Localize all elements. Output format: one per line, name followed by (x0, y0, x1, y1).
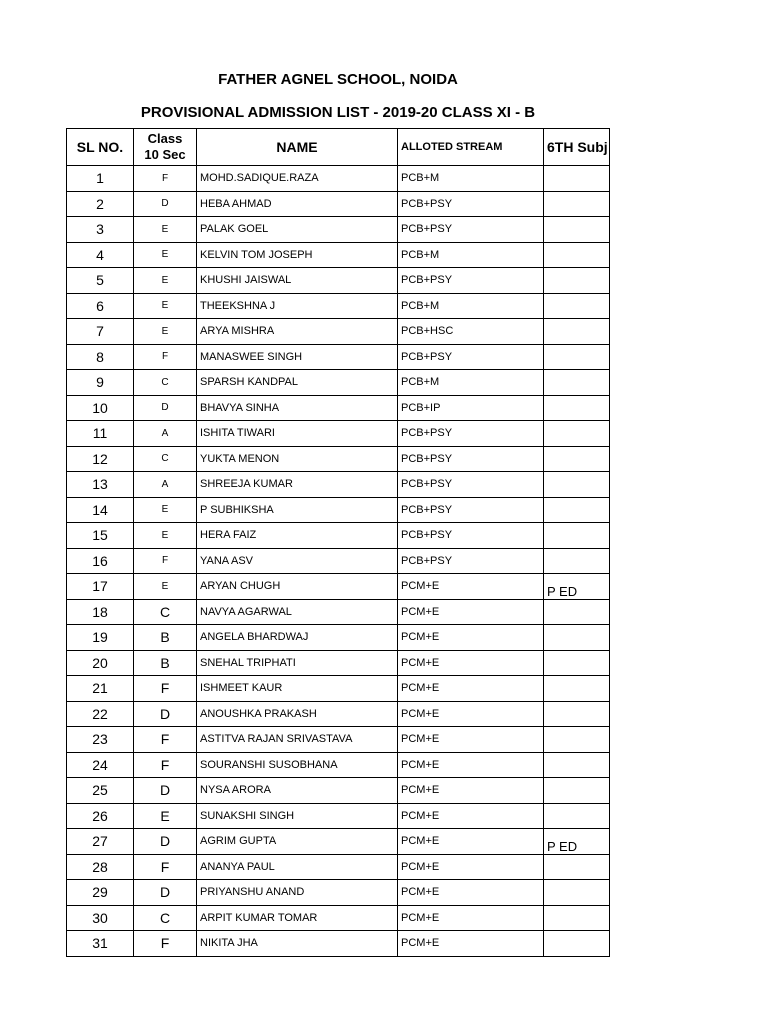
class-sec-cell: A (134, 472, 197, 498)
stream-cell: PCB+PSY (398, 472, 544, 498)
name-cell: ISHMEET KAUR (197, 676, 398, 702)
table-row (67, 854, 610, 880)
sixth-subject-cell (544, 854, 610, 880)
table-row (67, 931, 610, 957)
header-class-sec (134, 129, 197, 166)
name-cell: ARYA MISHRA (197, 319, 398, 345)
table-row (67, 497, 610, 523)
stream-cell: PCB+PSY (398, 446, 544, 472)
class-sec-cell: E (134, 523, 197, 549)
table-row (67, 880, 610, 906)
class-sec-cell: D (134, 701, 197, 727)
header-name: NAME (197, 129, 398, 166)
list-title: PROVISIONAL ADMISSION LIST - 2019-20 CLASS XI - B (140, 104, 536, 121)
stream-cell: PCM+E (398, 727, 544, 753)
header-row (67, 129, 610, 166)
sl-no-cell: 5 (67, 268, 134, 294)
sl-no-cell: 26 (67, 803, 134, 829)
table-row (67, 523, 610, 549)
table-row (67, 370, 610, 396)
table-row (67, 752, 610, 778)
class-sec-cell: E (134, 803, 197, 829)
name-cell: ANGELA BHARDWAJ (197, 625, 398, 651)
sl-no-cell: 1 (67, 166, 134, 192)
table-row (67, 574, 610, 600)
table-row (67, 650, 610, 676)
name-cell: KELVIN TOM JOSEPH (197, 242, 398, 268)
sixth-subject-cell (544, 599, 610, 625)
name-cell: YANA ASV (197, 548, 398, 574)
header-class-sec-line2: 10 Sec (144, 147, 186, 162)
stream-cell: PCB+IP (398, 395, 544, 421)
sl-no-cell: 20 (67, 650, 134, 676)
class-sec-cell: F (134, 676, 197, 702)
sl-no-cell: 18 (67, 599, 134, 625)
sl-no-cell: 27 (67, 829, 134, 855)
name-cell: SNEHAL TRIPHATI (197, 650, 398, 676)
sixth-subject-cell (544, 319, 610, 345)
name-cell: PRIYANSHU ANAND (197, 880, 398, 906)
stream-cell: PCM+E (398, 752, 544, 778)
sl-no-cell: 19 (67, 625, 134, 651)
table-row (67, 803, 610, 829)
class-sec-cell: E (134, 242, 197, 268)
name-cell: AGRIM GUPTA (197, 829, 398, 855)
table-row (67, 319, 610, 345)
header-sixth-subject: 6TH Subj (544, 129, 610, 166)
sixth-subject-cell (544, 548, 610, 574)
class-sec-cell: C (134, 905, 197, 931)
sl-no-cell: 11 (67, 421, 134, 447)
sl-no-cell: 23 (67, 727, 134, 753)
sl-no-cell: 30 (67, 905, 134, 931)
stream-cell: PCM+E (398, 599, 544, 625)
sixth-subject-cell (544, 217, 610, 243)
class-sec-cell: F (134, 166, 197, 192)
table-row (67, 599, 610, 625)
stream-cell: PCM+E (398, 574, 544, 600)
sixth-subject-cell (544, 803, 610, 829)
table-row (67, 727, 610, 753)
sixth-subject-cell (544, 650, 610, 676)
sl-no-cell: 31 (67, 931, 134, 957)
stream-cell: PCB+PSY (398, 217, 544, 243)
class-sec-cell: F (134, 752, 197, 778)
class-sec-cell: D (134, 191, 197, 217)
header-sl-no: SL NO. (67, 129, 134, 166)
table-row (67, 472, 610, 498)
sl-no-cell: 3 (67, 217, 134, 243)
stream-cell: PCB+PSY (398, 497, 544, 523)
class-sec-cell: C (134, 599, 197, 625)
stream-cell: PCB+PSY (398, 523, 544, 549)
stream-cell: PCM+E (398, 829, 544, 855)
class-sec-cell: E (134, 319, 197, 345)
stream-cell: PCM+E (398, 778, 544, 804)
table-row (67, 268, 610, 294)
table-row (67, 701, 610, 727)
name-cell: ANOUSHKA PRAKASH (197, 701, 398, 727)
sl-no-cell: 13 (67, 472, 134, 498)
class-sec-cell: E (134, 293, 197, 319)
name-cell: SOURANSHI SUSOBHANA (197, 752, 398, 778)
stream-cell: PCM+E (398, 676, 544, 702)
sl-no-cell: 24 (67, 752, 134, 778)
sixth-subject-cell (544, 676, 610, 702)
name-cell: THEEKSHNA J (197, 293, 398, 319)
sl-no-cell: 14 (67, 497, 134, 523)
sl-no-cell: 9 (67, 370, 134, 396)
sixth-subject-cell: P ED (544, 574, 610, 600)
class-sec-cell: F (134, 548, 197, 574)
stream-cell: PCM+E (398, 650, 544, 676)
class-sec-cell: F (134, 727, 197, 753)
sixth-subject-cell (544, 625, 610, 651)
stream-cell: PCB+M (398, 370, 544, 396)
class-sec-cell: F (134, 344, 197, 370)
name-cell: NYSA ARORA (197, 778, 398, 804)
name-cell: ARPIT KUMAR TOMAR (197, 905, 398, 931)
table-row (67, 293, 610, 319)
sixth-subject-cell (544, 472, 610, 498)
name-cell: ASTITVA RAJAN SRIVASTAVA (197, 727, 398, 753)
sixth-subject-cell (544, 752, 610, 778)
table-row (67, 395, 610, 421)
name-cell: ISHITA TIWARI (197, 421, 398, 447)
sixth-subject-cell (544, 446, 610, 472)
name-cell: BHAVYA SINHA (197, 395, 398, 421)
class-sec-cell: D (134, 778, 197, 804)
table-row (67, 625, 610, 651)
header-stream: ALLOTED STREAM (398, 129, 544, 166)
stream-cell: PCM+E (398, 701, 544, 727)
school-title: FATHER AGNEL SCHOOL, NOIDA (218, 71, 458, 88)
class-sec-cell: E (134, 497, 197, 523)
table-row (67, 778, 610, 804)
sixth-subject-cell (544, 880, 610, 906)
sl-no-cell: 8 (67, 344, 134, 370)
stream-cell: PCM+E (398, 905, 544, 931)
name-cell: SUNAKSHI SINGH (197, 803, 398, 829)
stream-cell: PCB+M (398, 242, 544, 268)
sixth-subject-cell (544, 905, 610, 931)
name-cell: HERA FAIZ (197, 523, 398, 549)
stream-cell: PCB+PSY (398, 191, 544, 217)
stream-cell: PCB+PSY (398, 548, 544, 574)
sixth-subject-cell (544, 931, 610, 957)
sixth-subject-cell (544, 727, 610, 753)
table-row (67, 905, 610, 931)
sixth-subject-cell (544, 370, 610, 396)
stream-cell: PCM+E (398, 880, 544, 906)
sl-no-cell: 17 (67, 574, 134, 600)
class-sec-cell: E (134, 268, 197, 294)
stream-cell: PCM+E (398, 931, 544, 957)
sl-no-cell: 15 (67, 523, 134, 549)
sl-no-cell: 29 (67, 880, 134, 906)
table-row (67, 446, 610, 472)
sixth-subject-cell (544, 497, 610, 523)
table-row (67, 548, 610, 574)
stream-cell: PCB+PSY (398, 268, 544, 294)
table-row (67, 344, 610, 370)
name-cell: SHREEJA KUMAR (197, 472, 398, 498)
sl-no-cell: 28 (67, 854, 134, 880)
sl-no-cell: 10 (67, 395, 134, 421)
class-sec-cell: A (134, 421, 197, 447)
class-sec-cell: C (134, 370, 197, 396)
sixth-subject-cell (544, 523, 610, 549)
stream-cell: PCB+PSY (398, 421, 544, 447)
sixth-subject-cell (544, 395, 610, 421)
name-cell: MANASWEE SINGH (197, 344, 398, 370)
sl-no-cell: 4 (67, 242, 134, 268)
sl-no-cell: 12 (67, 446, 134, 472)
sixth-subject-cell (544, 268, 610, 294)
table-row (67, 421, 610, 447)
sl-no-cell: 6 (67, 293, 134, 319)
name-cell: ANANYA PAUL (197, 854, 398, 880)
table-row (67, 829, 610, 855)
table-row (67, 242, 610, 268)
class-sec-cell: E (134, 574, 197, 600)
name-cell: HEBA AHMAD (197, 191, 398, 217)
sixth-subject-cell (544, 242, 610, 268)
stream-cell: PCB+M (398, 293, 544, 319)
stream-cell: PCB+HSC (398, 319, 544, 345)
stream-cell: PCM+E (398, 854, 544, 880)
sixth-subject-cell (544, 344, 610, 370)
class-sec-cell: E (134, 217, 197, 243)
header-class-sec-line1: Class (147, 131, 183, 146)
name-cell: NIKITA JHA (197, 931, 398, 957)
sixth-subject-cell (544, 191, 610, 217)
sl-no-cell: 7 (67, 319, 134, 345)
table-row (67, 676, 610, 702)
stream-cell: PCM+E (398, 625, 544, 651)
class-sec-cell: B (134, 650, 197, 676)
name-cell: NAVYA AGARWAL (197, 599, 398, 625)
stream-cell: PCB+PSY (398, 344, 544, 370)
stream-cell: PCM+E (398, 803, 544, 829)
sixth-subject-cell: P ED (544, 829, 610, 855)
sl-no-cell: 2 (67, 191, 134, 217)
name-cell: P SUBHIKSHA (197, 497, 398, 523)
class-sec-cell: F (134, 854, 197, 880)
sl-no-cell: 25 (67, 778, 134, 804)
class-sec-cell: D (134, 829, 197, 855)
sl-no-cell: 22 (67, 701, 134, 727)
class-sec-cell: D (134, 395, 197, 421)
admission-table (66, 128, 610, 957)
name-cell: SPARSH KANDPAL (197, 370, 398, 396)
table-row (67, 166, 610, 192)
sl-no-cell: 16 (67, 548, 134, 574)
sixth-subject-cell (544, 166, 610, 192)
name-cell: MOHD.SADIQUE.RAZA (197, 166, 398, 192)
sl-no-cell: 21 (67, 676, 134, 702)
name-cell: PALAK GOEL (197, 217, 398, 243)
class-sec-cell: D (134, 880, 197, 906)
name-cell: ARYAN CHUGH (197, 574, 398, 600)
sixth-subject-cell (544, 778, 610, 804)
sixth-subject-cell (544, 421, 610, 447)
table-row (67, 191, 610, 217)
table-row (67, 217, 610, 243)
name-cell: YUKTA MENON (197, 446, 398, 472)
sixth-subject-cell (544, 293, 610, 319)
class-sec-cell: F (134, 931, 197, 957)
sixth-subject-cell (544, 701, 610, 727)
name-cell: KHUSHI JAISWAL (197, 268, 398, 294)
class-sec-cell: C (134, 446, 197, 472)
stream-cell: PCB+M (398, 166, 544, 192)
class-sec-cell: B (134, 625, 197, 651)
